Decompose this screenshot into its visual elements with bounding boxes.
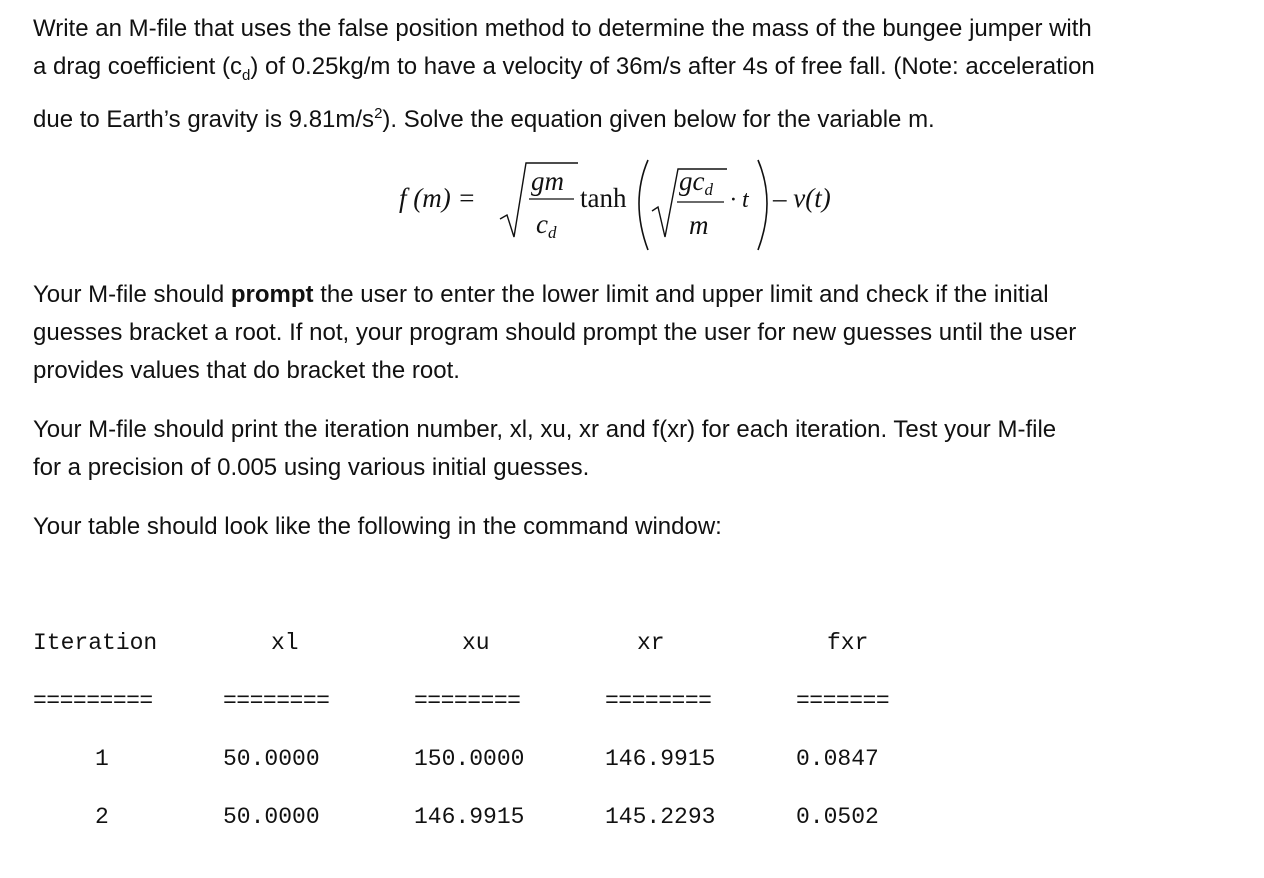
tanh-function: tanh: [580, 183, 627, 213]
row-2-xu: 146.9915: [414, 804, 525, 830]
header-xr: xr: [637, 630, 665, 656]
times-t: · t: [730, 187, 749, 213]
statement-line-2: [33, 48, 1233, 95]
statement-line-3: [33, 95, 1233, 139]
statement-line-2-end: ) of 0.25kg/m to have a velocity of 36m/s after 4s of free fall. (Note: acceleration: [250, 53, 1095, 80]
print-line-1: Your M-file should print the iteration number, xl, xu, xr and f(xr) for each iteration. Test your M-file: [33, 416, 1057, 443]
row-2-xl: 50.0000: [223, 804, 320, 830]
header-iteration: Iteration: [33, 630, 158, 656]
row-2-fxr: 0.0502: [796, 804, 879, 830]
prompt-line-1-end: the user to enter the lower limit and upper limit and check if the initial: [313, 281, 1049, 308]
fraction-1-numerator: gm: [531, 166, 564, 196]
separator-xr: ========: [605, 688, 712, 714]
print-instructions: [33, 411, 1233, 487]
equation-lhs: f (m) =: [399, 183, 476, 213]
fraction-2-denominator: m: [689, 210, 709, 240]
prompt-line-1: [33, 276, 1233, 314]
fraction-1-denominator: cd: [536, 209, 557, 242]
separator-xl: ========: [223, 688, 330, 714]
drag-subscript: d: [242, 66, 251, 84]
row-1-xr: 146.9915: [605, 746, 716, 772]
prompt-line-3: provides values that do bracket the root.: [33, 357, 460, 384]
fraction-2-numerator: gcd: [679, 166, 713, 199]
equation: [0, 155, 1264, 255]
row-2-iteration: 2: [95, 804, 109, 830]
gravity-superscript: 2: [374, 104, 383, 122]
separator-fxr: =======: [796, 688, 890, 714]
header-xl: xl: [271, 630, 299, 656]
separator-xu: ========: [414, 688, 521, 714]
minus-velocity: – v(t): [773, 183, 831, 213]
print-line-2: for a precision of 0.005 using various initial guesses.: [33, 454, 590, 481]
row-2-xr: 145.2293: [605, 804, 716, 830]
prompt-bold-word: prompt: [230, 281, 314, 308]
table-intro: [33, 508, 1233, 546]
header-xu: xu: [462, 630, 490, 656]
table-intro-line: Your table should look like the following in the command window:: [33, 513, 722, 540]
prompt-instructions: [33, 276, 1233, 390]
prompt-line-1-start: Your M-file should: [33, 281, 231, 308]
right-paren: [758, 160, 767, 250]
problem-statement: [33, 10, 1233, 139]
statement-line-2-start: a drag coefficient (c: [33, 53, 243, 80]
row-1-xu: 150.0000: [414, 746, 525, 772]
left-paren: [639, 160, 648, 250]
statement-line-3-end: ). Solve the equation given below for the variable m.: [382, 105, 935, 133]
statement-line-1: Write an M-file that uses the false position method to determine the mass of the bungee jumper with: [33, 15, 1092, 42]
prompt-line-2: guesses bracket a root. If not, your program should prompt the user for new guesses until the user: [33, 319, 1077, 346]
row-1-fxr: 0.0847: [796, 746, 879, 772]
row-1-iteration: 1: [95, 746, 109, 772]
statement-line-3-start: due to Earth’s gravity is 9.81m/s: [33, 105, 375, 133]
row-1-xl: 50.0000: [223, 746, 320, 772]
separator-iteration: =========: [33, 688, 153, 714]
header-fxr: fxr: [827, 630, 869, 656]
